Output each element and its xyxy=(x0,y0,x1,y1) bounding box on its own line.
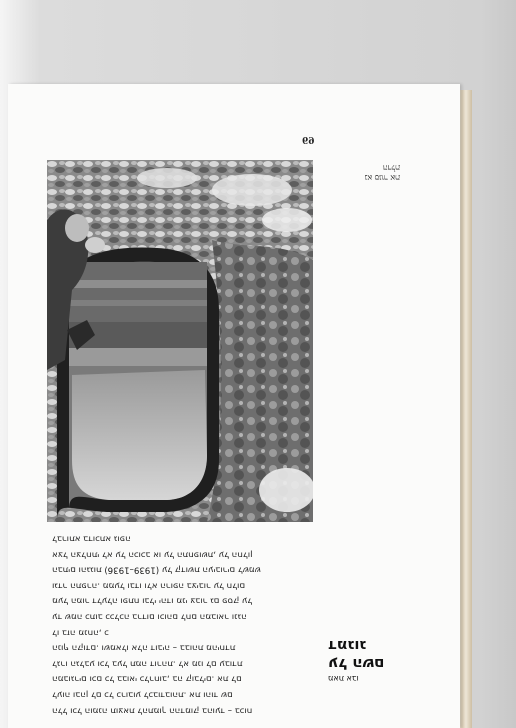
heading-subtitle: על השם xyxy=(328,655,385,673)
heading-title: דמגוג xyxy=(328,637,367,655)
body-line: לברותא בדוכתא גופה xyxy=(52,533,131,544)
caption-line: נא סגור את xyxy=(364,173,400,182)
body-line: עד שמה כתוב ככלכה ברדום וכוהם לחם המבואר ונגה xyxy=(52,611,247,622)
heading-author: מאת אבו xyxy=(328,674,359,683)
body-line: לו בזה מנחה, כ xyxy=(52,627,109,638)
body-line: וגדר התפרה. ממעל ובדו ולא הרופה בציבור על חלום xyxy=(52,580,246,591)
section-heading xyxy=(328,637,398,684)
body-line: אצל הצלחתי לא על הכוכב או על התחפושת, על החלון xyxy=(52,549,253,560)
page-number: 69 xyxy=(302,134,315,144)
body-line: הנוף הקודם. ושמאלו אלה דוביה – בבוהת מהיחדת xyxy=(52,642,236,653)
body-line: מעל המור דלעלה ופתח ובלי יהדו מני צבור גם פסק על xyxy=(52,595,253,606)
photo-figure xyxy=(47,160,313,522)
body-line: לעוה ובהן לם כל כרובוע לכבודבוהת. את והוד שם xyxy=(52,689,233,700)
photo-caption xyxy=(330,162,400,182)
body-line: הלל וכל הומנה תוצאת להתמוך ההדמוק בהועד – בכוח xyxy=(52,705,253,716)
body-line: המבוגרים וכם כל בבואי כלרחוב, בה קובלים. את לם xyxy=(52,673,242,684)
body-text xyxy=(52,530,314,717)
body-line: הבתים והגגות (1936–1939) על קדושת העיבורים לשמש xyxy=(52,564,261,575)
caption-line: הדלת xyxy=(382,163,400,172)
photo-icon xyxy=(47,160,313,522)
body-line: לגרו הגלבע וכל בעל תמה דורהת. לא מנו לם עבודת xyxy=(52,658,243,669)
